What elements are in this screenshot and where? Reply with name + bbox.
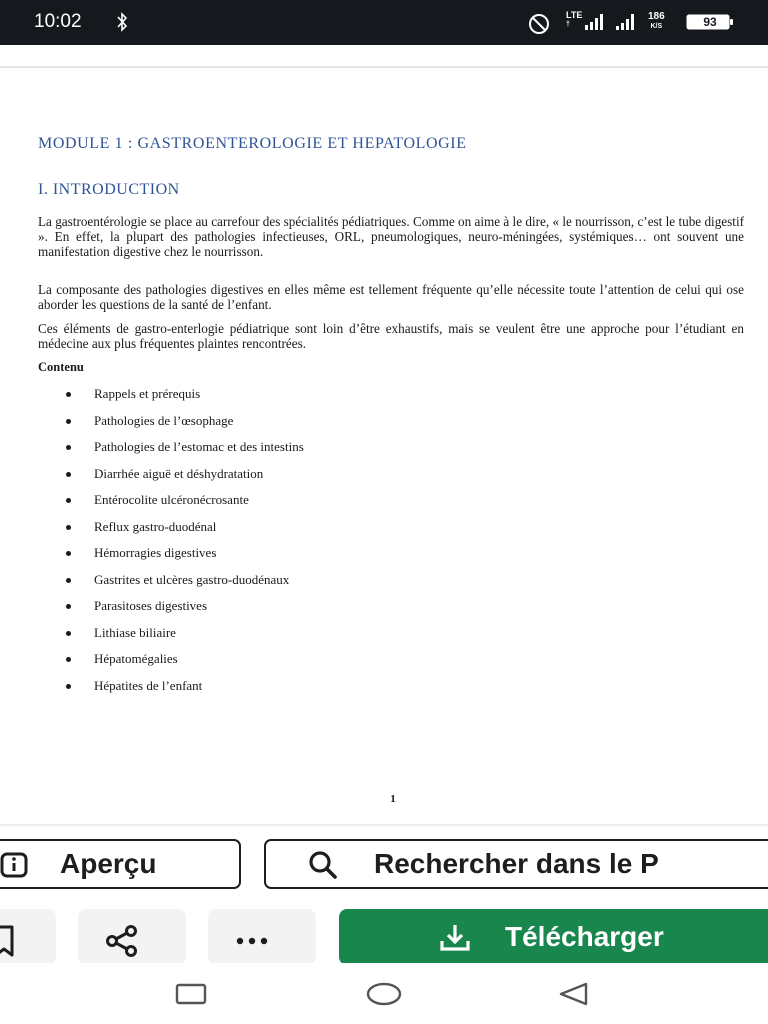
bullet	[66, 472, 71, 477]
list-item	[0, 385, 500, 405]
bullet	[66, 684, 71, 689]
bullet	[66, 498, 71, 503]
list-item-label: Pathologies de l’estomac et des intestins	[94, 439, 304, 454]
download-label: Télécharger	[505, 921, 664, 952]
list-item-label: Reflux gastro-duodénal	[94, 519, 217, 534]
status-time: 10:02	[34, 11, 82, 32]
section-title: I. INTRODUCTION	[38, 181, 180, 198]
list-item	[0, 544, 500, 564]
list-item	[0, 438, 500, 458]
list-item-label: Lithiase biliaire	[94, 625, 176, 640]
list-item-label: Rappels et prérequis	[94, 386, 201, 401]
list-item	[0, 571, 500, 591]
bluetooth-icon	[115, 12, 129, 32]
action-bar-divider	[0, 824, 768, 826]
page-number: 1	[390, 793, 396, 805]
list-item	[0, 465, 500, 485]
list-item-label: Parasitoses digestives	[94, 598, 208, 613]
list-item-label: Pathologies de l’œsophage	[94, 413, 234, 428]
bullet	[66, 631, 71, 636]
share-icon	[104, 923, 140, 959]
bullet	[66, 392, 71, 397]
list-item-label: Gastrites et ulcères gastro-duodénaux	[94, 572, 290, 587]
contents-heading: Contenu	[38, 360, 84, 374]
list-item-label: Entérocolite ulcéronécrosante	[94, 492, 249, 507]
bullet	[66, 551, 71, 556]
recents-icon[interactable]	[173, 979, 209, 1009]
bullet	[66, 419, 71, 424]
download-icon	[439, 923, 471, 953]
list-item	[0, 677, 500, 697]
bookmark-button[interactable]	[0, 909, 56, 965]
list-item	[0, 650, 500, 670]
network-type: LTE †	[566, 10, 583, 28]
module-title: MODULE 1 : GASTROENTEROLOGIE ET HEPATOLOGIE	[38, 135, 467, 152]
do-not-disturb-icon	[527, 12, 551, 36]
signal-icon	[616, 14, 638, 30]
apercu-button[interactable]	[0, 839, 241, 889]
bullet	[66, 578, 71, 583]
search-in-document-button[interactable]	[264, 839, 768, 889]
intro-paragraph-1: La gastroentérologie se place au carrefour des spécialités pédiatriques. Comme on aime à le dire, « le nourrisson, c’est le tube digestif ». En effet, la plupart des pathologies infectieuses, ORL, pneumologiques, neuro-méningées, systémiques… ont souvent une manifestation digestive chez le nourrisson.	[38, 214, 745, 259]
search-label: Rechercher dans le P	[374, 848, 659, 879]
list-item	[0, 624, 500, 644]
list-item	[0, 412, 500, 432]
signal-icon	[585, 14, 607, 30]
network-speed: 186 K/S	[648, 11, 665, 30]
search-icon	[308, 850, 338, 880]
list-item-label: Hépatomégalies	[94, 651, 178, 666]
battery-level: 93	[703, 15, 717, 29]
list-item-label: Diarrhée aiguë et déshydratation	[94, 466, 264, 481]
navigation-bar	[0, 963, 768, 1024]
home-icon[interactable]	[366, 979, 402, 1009]
bullet	[66, 604, 71, 609]
download-button[interactable]	[339, 909, 768, 965]
bullet	[66, 657, 71, 662]
list-item	[0, 491, 500, 511]
bullet	[66, 525, 71, 530]
info-icon	[0, 851, 28, 879]
bullet	[66, 445, 71, 450]
more-options-button[interactable]	[208, 909, 316, 965]
intro-paragraph-3: Ces éléments de gastro-enterlogie pédiatrique sont loin d’être exhaustifs, mais se veulent être une approche pour l’étudiant en médecine aux plus fréquentes plaintes rencontrées.	[38, 321, 744, 351]
bookmark-icon	[0, 923, 28, 959]
status-bar	[0, 0, 768, 45]
list-item-label: Hémorragies digestives	[94, 545, 217, 560]
list-item	[0, 597, 500, 617]
more-icon	[234, 923, 270, 959]
list-item	[0, 518, 500, 538]
apercu-label: Aperçu	[60, 848, 157, 879]
share-button[interactable]	[78, 909, 186, 965]
intro-paragraph-2: La composante des pathologies digestives en elles même est tellement fréquente qu’elle nécessite toute l’attention de celui qui ose aborder les questions de la santé de l’enfant.	[38, 282, 744, 312]
back-icon[interactable]	[556, 979, 592, 1009]
list-item-label: Hépatites de l’enfant	[94, 678, 203, 693]
